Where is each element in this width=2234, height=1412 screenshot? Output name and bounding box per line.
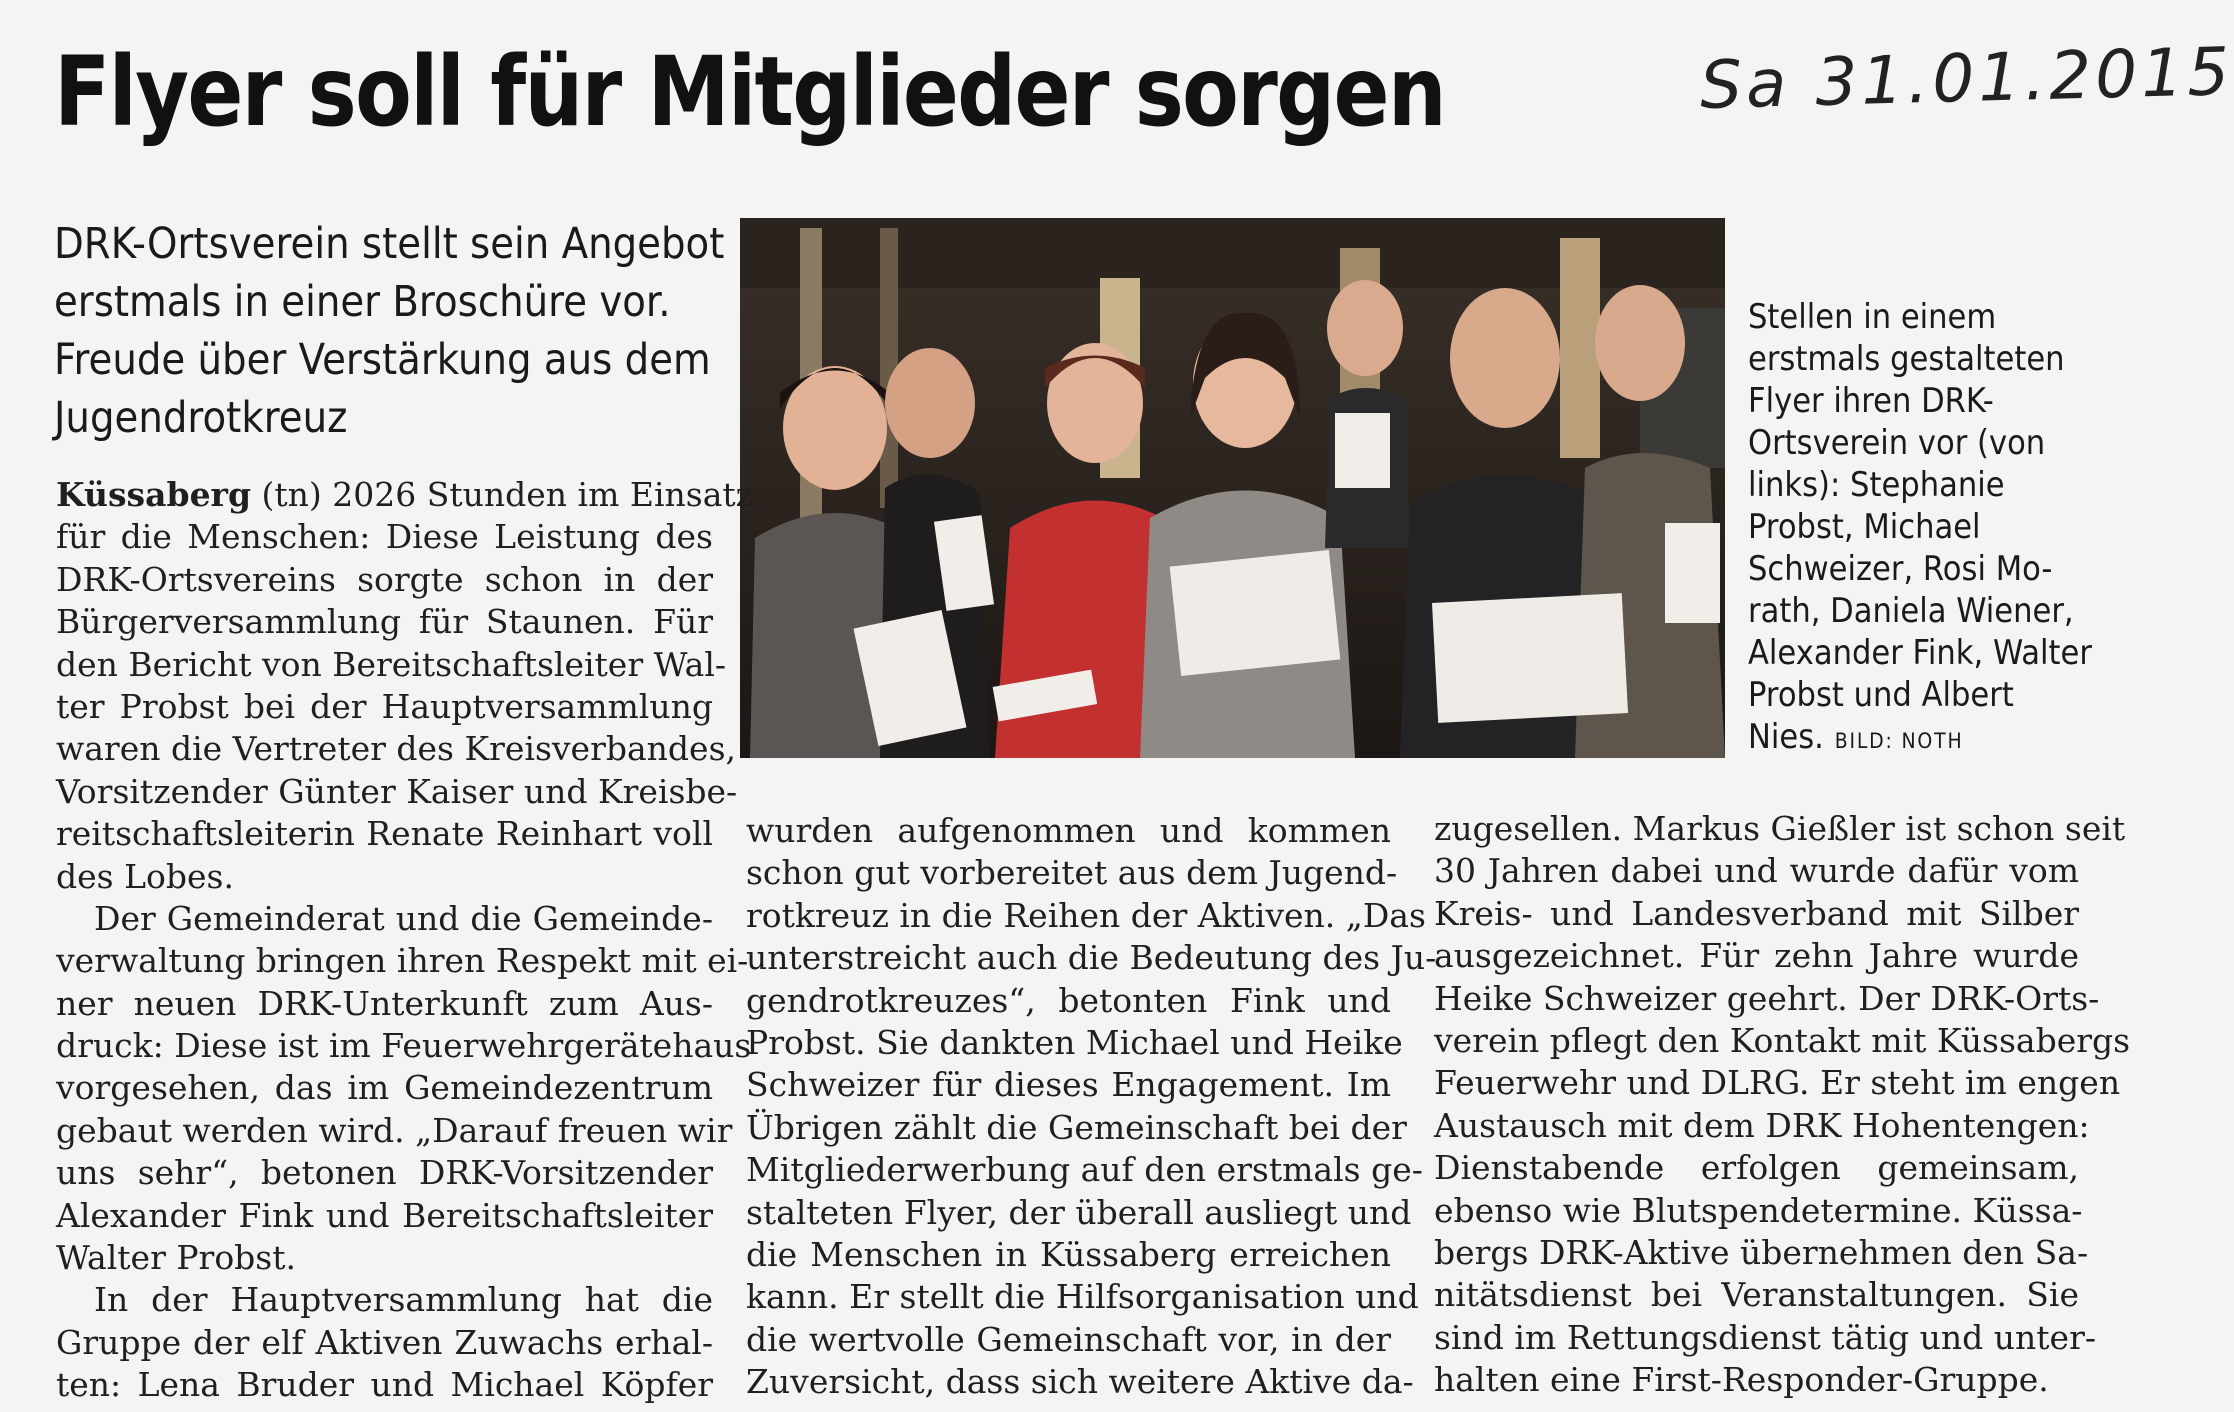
body-line: zugesellen. Markus Gießler ist schon seit xyxy=(1434,809,2126,848)
body-line: DRK-Ortsvereins sorgte schon in der xyxy=(56,559,713,599)
caption-line: erstmals gestalteten xyxy=(1748,339,2065,379)
headline: Flyer soll für Mitglieder sorgen xyxy=(54,36,1445,148)
body-line: gendrotkreuzes“, betonten Fink und xyxy=(746,980,1391,1020)
body-line: des Lobes. xyxy=(56,856,234,896)
body-line: ner neuen DRK-Unterkunft zum Aus- xyxy=(56,983,713,1023)
body-line: unterstreicht auch die Bedeutung des Ju- xyxy=(746,938,1437,978)
body-line: Mitgliederwerbung auf den erstmals ge- xyxy=(746,1150,1423,1190)
body-line: ten: Lena Bruder und Michael Köpfer xyxy=(56,1365,713,1405)
article-column-2 xyxy=(746,810,1437,1403)
dateline: Küssaberg xyxy=(56,475,252,514)
subheadline-line: erstmals in einer Broschüre vor. xyxy=(54,277,671,327)
body-line: sind im Rettungsdienst tätig und unter- xyxy=(1434,1317,2097,1357)
body-line: ter Probst bei der Hauptversammlung xyxy=(56,686,713,726)
caption-line: Probst und Albert xyxy=(1748,675,2014,715)
body-line: Feuerwehr und DLRG. Er steht im engen xyxy=(1434,1063,2121,1103)
body-line: Bürgerversammlung für Staunen. Für xyxy=(56,602,713,642)
body-line: Dienstabende erfolgen gemeinsam, xyxy=(1434,1148,2079,1188)
body-line xyxy=(56,474,754,516)
caption-line: Flyer ihren DRK- xyxy=(1748,381,1994,421)
body-line: Zuversicht, dass sich weitere Aktive da- xyxy=(746,1362,1414,1402)
caption-line: Ortsverein vor (von xyxy=(1748,423,2046,463)
body-line: schon gut vorbereitet aus dem Jugend- xyxy=(746,853,1398,893)
subheadline-line: DRK-Ortsverein stellt sein Angebot xyxy=(54,219,725,269)
photo-credit: BILD: NOTH xyxy=(1834,729,1964,753)
caption-line: Schweizer, Rosi Mo- xyxy=(1748,549,2053,589)
article-column-1 xyxy=(56,474,754,1407)
body-line: ebenso wie Blutspendetermine. Küssa- xyxy=(1434,1190,2083,1230)
body-line: Probst. Sie dankten Michael und Heike xyxy=(746,1022,1403,1062)
group-photo xyxy=(740,218,1725,758)
body-line: verwaltung bringen ihren Respekt mit ei- xyxy=(56,941,749,981)
body-line: für die Menschen: Diese Leistung des xyxy=(56,517,713,557)
body-line: Gruppe der elf Aktiven Zuwachs erhal- xyxy=(56,1322,713,1362)
article-column-3 xyxy=(1434,808,2131,1401)
caption-line: Alexander Fink, Walter xyxy=(1748,633,2092,673)
body-line: gebaut werden wird. „Darauf freuen wir xyxy=(56,1110,733,1150)
body-line: Der Gemeinderat und die Gemeinde- xyxy=(94,898,713,938)
photo-caption xyxy=(1748,296,2168,762)
caption-line-last xyxy=(1748,716,2126,762)
subheadline-line: Freude über Verstärkung aus dem xyxy=(54,335,711,385)
body-line: Schweizer für dieses Engagement. Im xyxy=(746,1065,1391,1105)
body-line: ausgezeichnet. Für zehn Jahre wurde xyxy=(1434,936,2079,976)
body-line: vorgesehen, das im Gemeindezentrum xyxy=(56,1068,713,1108)
caption-line: Probst, Michael xyxy=(1748,507,1981,547)
body-line: Walter Probst. xyxy=(56,1238,296,1278)
body-line: Alexander Fink und Bereitschaftsleiter xyxy=(56,1195,713,1235)
body-line: rotkreuz in die Reihen der Aktiven. „Das xyxy=(746,895,1426,935)
group-photo-illustration xyxy=(740,218,1725,758)
body-line: stalteten Flyer, der überall ausliegt und xyxy=(746,1192,1412,1232)
caption-line: links): Stephanie xyxy=(1748,465,2005,505)
caption-line: rath, Daniela Wiener, xyxy=(1748,591,2074,631)
body-line: reitschaftsleiterin Renate Reinhart voll xyxy=(56,814,713,854)
handwritten-date-note: Sa 31.01.2015 xyxy=(1699,33,2234,124)
caption-line: Stellen in einem xyxy=(1748,297,1997,337)
body-line: die wertvolle Gemeinschaft vor, in der xyxy=(746,1319,1391,1359)
body-line: wurden aufgenommen und kommen xyxy=(746,811,1391,850)
body-line: In der Hauptversammlung hat die xyxy=(94,1280,713,1320)
body-line: druck: Diese ist im Feuerwehrgerätehaus xyxy=(56,1026,752,1066)
body-line: Heike Schweizer geehrt. Der DRK-Orts- xyxy=(1434,978,2100,1018)
body-line: 30 Jahren dabei und wurde dafür vom xyxy=(1434,851,2079,891)
body-line: nitätsdienst bei Veranstaltungen. Sie xyxy=(1434,1275,2079,1315)
body-line: den Bericht von Bereitschaftsleiter Wal- xyxy=(56,644,727,684)
subheadline-line: Jugendrotkreuz xyxy=(54,393,348,443)
body-line: bergs DRK-Aktive übernehmen den Sa- xyxy=(1434,1232,2089,1272)
body-line: die Menschen in Küssaberg erreichen xyxy=(746,1234,1391,1274)
caption-line: Nies. xyxy=(1748,717,1824,757)
body-line: Übrigen zählt die Gemeinschaft bei der xyxy=(746,1107,1407,1147)
body-line: halten eine First-Responder-Gruppe. xyxy=(1434,1360,2049,1400)
subheadline xyxy=(54,215,725,447)
body-line: waren die Vertreter des Kreisverbandes, xyxy=(56,729,736,769)
body-line: uns sehr“, betonen DRK-Vorsitzender xyxy=(56,1153,713,1193)
body-line: verein pflegt den Kontakt mit Küssabergs xyxy=(1434,1020,2131,1060)
body-line: kann. Er stellt die Hilfsorganisation und xyxy=(746,1277,1419,1317)
body-line-rest: (tn) 2026 Stunden im Einsatz xyxy=(261,475,754,514)
body-line: Austausch mit dem DRK Hohentengen: xyxy=(1434,1105,2090,1145)
body-line: Kreis- und Landesverband mit Silber xyxy=(1434,893,2079,933)
body-line: Vorsitzender Günter Kaiser und Kreisbe- xyxy=(56,771,738,811)
